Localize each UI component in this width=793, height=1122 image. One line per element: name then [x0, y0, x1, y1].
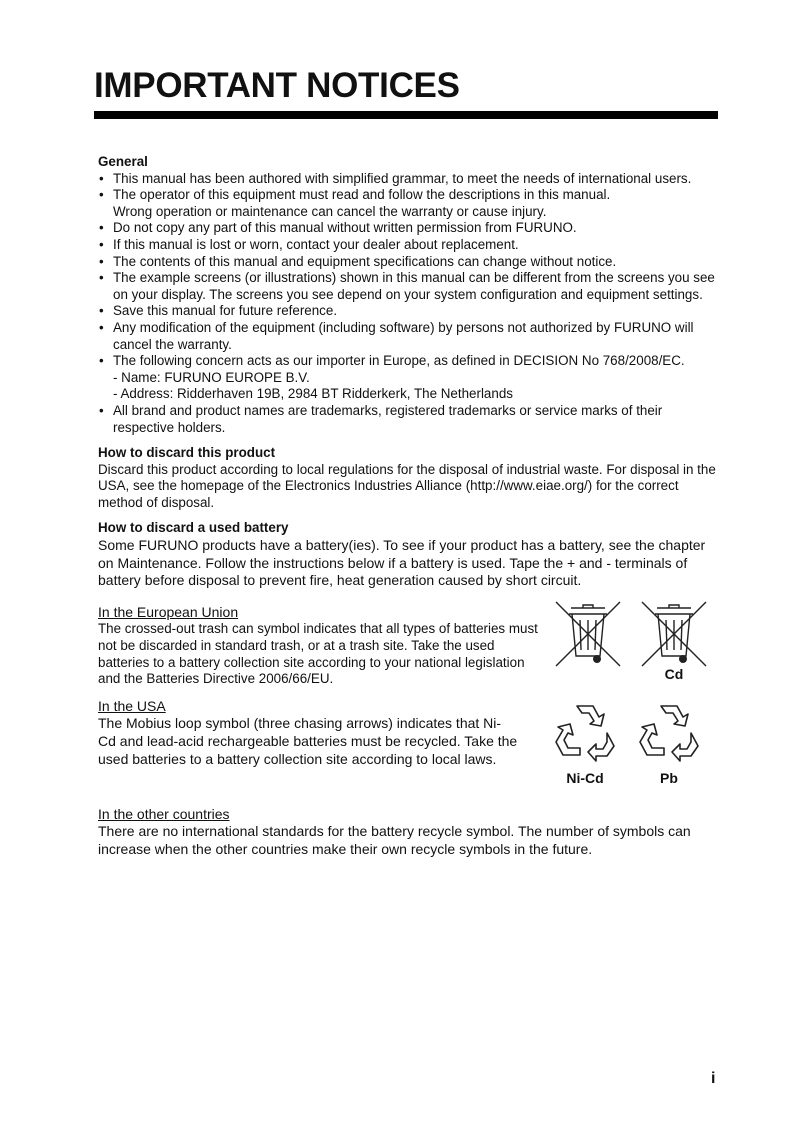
list-item-text: Any modification of the equipment (including software) by persons not authorized by FURUNO will cancel the warranty.	[113, 319, 694, 352]
discard-battery-section	[98, 520, 716, 589]
page-number: i	[711, 1070, 716, 1087]
importer-address: - Address: Ridderhaven 19B, 2984 BT Ridderkerk, The Netherlands	[113, 386, 513, 402]
list-item	[98, 237, 716, 254]
eu-text: The crossed-out trash can symbol indicates that all types of batteries must not be discarded in standard trash, or at a trash site. Take the used batteries to a battery collection site according to your national legislation and the Batteries Directive 2006/66/EU.	[98, 621, 538, 687]
eu-section	[98, 604, 716, 692]
importer-name: - Name: FURUNO EUROPE B.V.	[113, 369, 310, 385]
crossed-bin-symbol	[553, 600, 623, 682]
list-item-text: The example screens (or illustrations) shown in this manual can be different from the screens you see on your display. The screens you see depend on your system configuration and equipment settings.	[113, 270, 715, 302]
list-item	[98, 220, 716, 237]
crossed-bin-icon	[639, 600, 709, 670]
other-heading: In the other countries	[98, 805, 230, 822]
title-rule	[94, 111, 718, 119]
list-item-text: If this manual is lost or worn, contact your dealer about replacement.	[113, 236, 519, 252]
general-heading: General	[98, 154, 148, 169]
discard-product-heading: How to discard this product	[98, 445, 276, 461]
pb-label: Pb	[660, 769, 678, 786]
recycle-icon	[552, 700, 618, 762]
list-item-text: Save this manual for future reference.	[113, 303, 338, 319]
discard-battery-heading: How to discard a used battery	[98, 520, 289, 536]
general-section	[98, 154, 716, 436]
list-item-text: All brand and product names are trademarks, registered trademarks or service marks of their respective holders.	[113, 402, 663, 435]
list-item-text: • The operator of this equipment must read and follow the descriptions in this manual.	[113, 187, 611, 203]
crossed-bin-cd-symbol	[639, 600, 709, 682]
recycle-icon	[636, 700, 702, 762]
discard-product-section	[98, 445, 716, 511]
eu-heading: In the European Union	[98, 603, 239, 620]
list-item	[98, 254, 716, 271]
usa-symbols	[550, 700, 704, 786]
list-item	[98, 403, 716, 436]
recycle-nicd-symbol	[550, 700, 620, 786]
list-item	[98, 353, 716, 403]
recycle-pb-symbol	[634, 700, 704, 786]
list-item	[98, 270, 716, 303]
discard-battery-text: Some FURUNO products have a battery(ies). To see if your product has a battery, see the chapter on Maintenance. Follow the instructions below if a battery is used. Tape the + and - terminals of battery before disposal to prevent fire, heat generation caused by short circuit.	[98, 537, 706, 589]
general-list	[98, 171, 716, 437]
list-item-text: This manual has been authored with simplified grammar, to meet the needs of international users.	[113, 170, 692, 186]
list-item	[98, 303, 716, 320]
list-item-text: Do not copy any part of this manual without written permission from FURUNO.	[113, 220, 577, 236]
usa-section	[98, 698, 716, 796]
usa-heading: In the USA	[98, 697, 166, 714]
crossed-bin-icon	[553, 600, 623, 670]
list-item-continuation: Wrong operation or maintenance can cancel the warranty or cause injury.	[113, 203, 547, 219]
content	[98, 154, 716, 859]
page-title: IMPORTANT NOTICES	[94, 66, 460, 105]
usa-text: The Mobius loop symbol (three chasing arrows) indicates that Ni-Cd and lead-acid rechargeable batteries must be recycled. Take the used batteries to a battery collection site according to local laws.	[98, 715, 518, 767]
list-item	[98, 320, 716, 353]
discard-product-text: Discard this product according to local regulations for the disposal of industrial waste. For disposal in the USA, see the homepage of the Electronics Industries Alliance (http://www.eiae.org/) for the correct method of disposal.	[98, 461, 716, 510]
list-item-text: • The following concern acts as our importer in Europe, as defined in DECISION No 768/2008/EC.	[113, 353, 685, 369]
cd-label: Cd	[664, 665, 684, 682]
other-section	[98, 806, 716, 859]
eu-symbols	[553, 600, 709, 682]
list-item	[98, 171, 716, 188]
other-text: There are no international standards for the battery recycle symbol. The number of symbols can increase when the other countries make their own recycle symbols in the future.	[98, 823, 691, 858]
list-item-text: The contents of this manual and equipment specifications can change without notice.	[113, 253, 617, 269]
nicd-label: Ni-Cd	[566, 769, 604, 786]
list-item	[98, 187, 716, 220]
